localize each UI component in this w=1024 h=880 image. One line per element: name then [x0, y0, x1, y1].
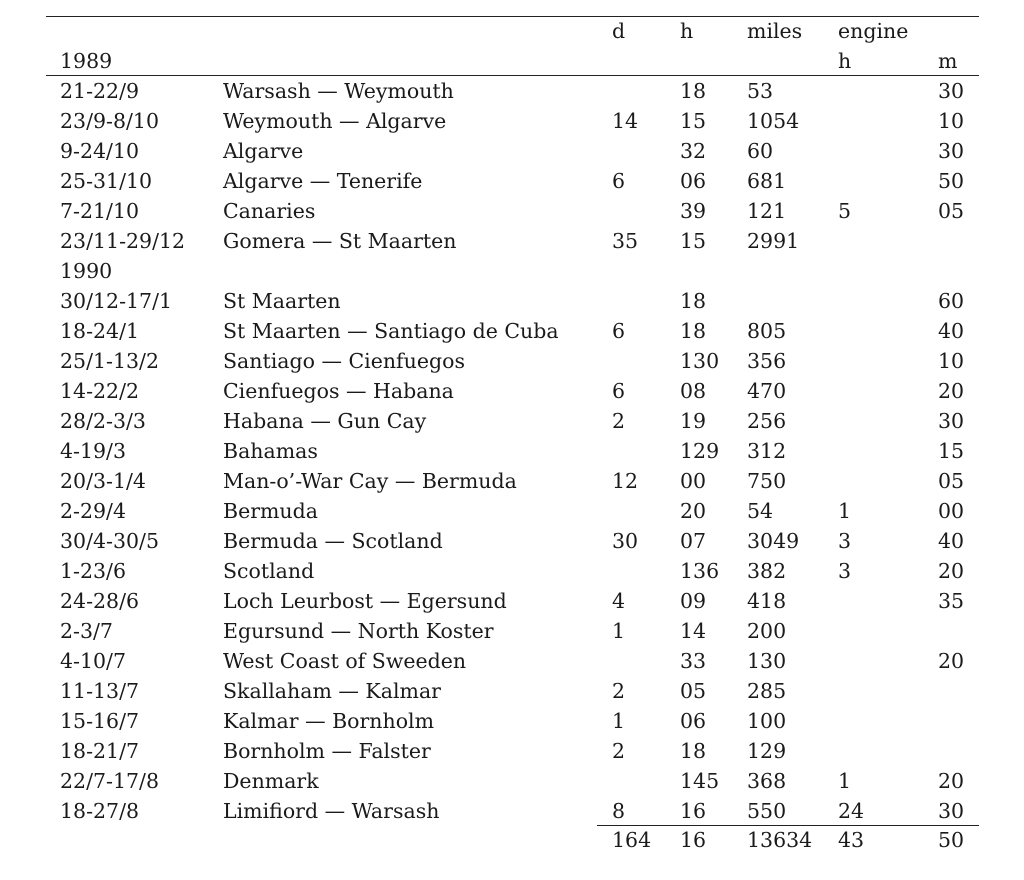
row-route: Gomera — St Maarten: [223, 229, 457, 253]
row-route: Algarve: [223, 139, 304, 163]
row-engine-minutes: 20: [938, 649, 965, 673]
row-days: 1: [612, 619, 626, 643]
table-row: [46, 376, 979, 406]
row-date: 15-16/7: [60, 709, 140, 733]
row-date: 23/11-29/12: [60, 229, 186, 253]
row-hours: 15: [680, 109, 707, 133]
row-hours: 16: [680, 799, 707, 823]
row-engine-hours: 1: [838, 499, 852, 523]
header-row-1: [46, 16, 979, 46]
row-date: 22/7-17/8: [60, 769, 159, 793]
row-days: 30: [612, 529, 639, 553]
table-row: [46, 676, 979, 706]
row-miles: 2991: [747, 229, 800, 253]
row-hours: 19: [680, 409, 707, 433]
row-engine-minutes: 10: [938, 349, 965, 373]
table-row: [46, 436, 979, 466]
row-days: 35: [612, 229, 639, 253]
row-miles: 54: [747, 499, 774, 523]
total-engine-minutes: 50: [938, 828, 965, 852]
row-route: Bahamas: [223, 439, 318, 463]
table-row: [46, 646, 979, 676]
row-route: Bermuda: [223, 499, 318, 523]
row-route: Bornholm — Falster: [223, 739, 431, 763]
row-route: Algarve — Tenerife: [223, 169, 423, 193]
row-engine-minutes: 30: [938, 799, 965, 823]
row-miles: 130: [747, 649, 787, 673]
row-hours: 20: [680, 499, 707, 523]
row-days: 1: [612, 709, 626, 733]
table-row: [46, 616, 979, 646]
row-miles: 750: [747, 469, 787, 493]
row-hours: 06: [680, 169, 707, 193]
row-date: 21-22/9: [60, 79, 140, 103]
row-hours: 136: [680, 559, 720, 583]
row-days: 6: [612, 319, 626, 343]
row-hours: 18: [680, 319, 707, 343]
row-date: 28/2-3/3: [60, 409, 146, 433]
header-year: 1989: [60, 49, 113, 73]
table-row: [46, 106, 979, 136]
row-route: Loch Leurbost — Egersund: [223, 589, 507, 613]
row-date: 9-24/10: [60, 139, 140, 163]
row-route: Canaries: [223, 199, 316, 223]
row-route: Santiago — Cienfuegos: [223, 349, 465, 373]
row-date: 20/3-1/4: [60, 469, 146, 493]
row-engine-minutes: 40: [938, 529, 965, 553]
row-date: 11-13/7: [60, 679, 140, 703]
row-engine-hours: 24: [838, 799, 865, 823]
total-days: 164: [612, 828, 652, 852]
row-hours: 05: [680, 679, 707, 703]
header-row-2: [46, 46, 979, 76]
row-engine-hours: 3: [838, 529, 852, 553]
table-row: [46, 466, 979, 496]
row-miles: 1054: [747, 109, 800, 133]
row-date: 2-3/7: [60, 619, 113, 643]
row-date: 25-31/10: [60, 169, 153, 193]
row-route: Kalmar — Bornholm: [223, 709, 435, 733]
row-hours: 32: [680, 139, 707, 163]
table-row: [46, 766, 979, 796]
row-route: Man-o’-War Cay — Bermuda: [223, 469, 517, 493]
row-route: Warsash — Weymouth: [223, 79, 454, 103]
row-miles: 382: [747, 559, 787, 583]
row-engine-minutes: 10: [938, 109, 965, 133]
row-route: Scotland: [223, 559, 315, 583]
row-date: 24-28/6: [60, 589, 140, 613]
row-engine-minutes: 05: [938, 469, 965, 493]
row-engine-minutes: 20: [938, 769, 965, 793]
row-date: 18-27/8: [60, 799, 140, 823]
header-engine-hours: h: [838, 49, 852, 73]
row-route: St Maarten — Santiago de Cuba: [223, 319, 559, 343]
row-date: 23/9-8/10: [60, 109, 159, 133]
row-miles: 256: [747, 409, 787, 433]
row-miles: 681: [747, 169, 787, 193]
table-row: [46, 556, 979, 586]
row-engine-minutes: 35: [938, 589, 965, 613]
row-miles: 200: [747, 619, 787, 643]
table-row: [46, 76, 979, 106]
table-row: [46, 406, 979, 436]
row-hours: 00: [680, 469, 707, 493]
row-engine-minutes: 00: [938, 499, 965, 523]
row-miles: 368: [747, 769, 787, 793]
row-engine-hours: 5: [838, 199, 852, 223]
row-date: 1990: [60, 259, 113, 283]
row-hours: 130: [680, 349, 720, 373]
row-hours: 15: [680, 229, 707, 253]
row-hours: 39: [680, 199, 707, 223]
table-row: [46, 286, 979, 316]
row-date: 30/12-17/1: [60, 289, 173, 313]
row-hours: 33: [680, 649, 707, 673]
row-date: 18-24/1: [60, 319, 140, 343]
row-route: Denmark: [223, 769, 319, 793]
row-days: 8: [612, 799, 626, 823]
row-engine-minutes: 40: [938, 319, 965, 343]
row-miles: 805: [747, 319, 787, 343]
row-days: 2: [612, 679, 626, 703]
row-miles: 53: [747, 79, 774, 103]
header-hours: h: [680, 19, 694, 43]
row-date: 1-23/6: [60, 559, 127, 583]
row-engine-hours: 1: [838, 769, 852, 793]
row-days: 4: [612, 589, 626, 613]
row-date: 25/1-13/2: [60, 349, 159, 373]
row-engine-minutes: 20: [938, 379, 965, 403]
row-days: 2: [612, 739, 626, 763]
row-date: 30/4-30/5: [60, 529, 159, 553]
row-miles: 129: [747, 739, 787, 763]
table-row: [46, 526, 979, 556]
header-engine: engine: [838, 19, 909, 43]
row-date: 18-21/7: [60, 739, 140, 763]
row-miles: 470: [747, 379, 787, 403]
row-miles: 312: [747, 439, 787, 463]
row-route: St Maarten: [223, 289, 341, 313]
row-miles: 100: [747, 709, 787, 733]
total-miles: 13634: [747, 828, 813, 852]
table-row: [46, 166, 979, 196]
table-row: [46, 316, 979, 346]
row-hours: 18: [680, 289, 707, 313]
table-row: [46, 496, 979, 526]
total-engine-hours: 43: [838, 828, 865, 852]
total-hours: 16: [680, 828, 707, 852]
row-date: 14-22/2: [60, 379, 140, 403]
row-route: West Coast of Sweeden: [223, 649, 467, 673]
row-engine-minutes: 15: [938, 439, 965, 463]
table-row: [46, 796, 979, 826]
header-engine-minutes: m: [938, 49, 958, 73]
row-hours: 07: [680, 529, 707, 553]
table-row: [46, 196, 979, 226]
row-hours: 06: [680, 709, 707, 733]
header-miles: miles: [747, 19, 803, 43]
row-route: Weymouth — Algarve: [223, 109, 447, 133]
row-date: 7-21/10: [60, 199, 140, 223]
row-engine-minutes: 20: [938, 559, 965, 583]
row-days: 14: [612, 109, 639, 133]
row-days: 6: [612, 169, 626, 193]
header-days: d: [612, 19, 626, 43]
row-route: Habana — Gun Cay: [223, 409, 427, 433]
row-hours: 145: [680, 769, 720, 793]
table-row: [46, 136, 979, 166]
row-route: Egursund — North Koster: [223, 619, 494, 643]
row-miles: 418: [747, 589, 787, 613]
row-date: 2-29/4: [60, 499, 127, 523]
table-row: [46, 736, 979, 766]
row-days: 2: [612, 409, 626, 433]
row-engine-minutes: 30: [938, 409, 965, 433]
row-date: 4-19/3: [60, 439, 127, 463]
row-miles: 285: [747, 679, 787, 703]
row-hours: 08: [680, 379, 707, 403]
table-row: [46, 586, 979, 616]
table-row: [46, 346, 979, 376]
row-hours: 18: [680, 739, 707, 763]
row-route: Limifiord — Warsash: [223, 799, 440, 823]
row-miles: 3049: [747, 529, 800, 553]
row-route: Bermuda — Scotland: [223, 529, 443, 553]
row-miles: 356: [747, 349, 787, 373]
row-engine-minutes: 50: [938, 169, 965, 193]
row-engine-minutes: 30: [938, 139, 965, 163]
row-engine-minutes: 60: [938, 289, 965, 313]
row-engine-minutes: 30: [938, 79, 965, 103]
row-hours: 129: [680, 439, 720, 463]
row-miles: 121: [747, 199, 787, 223]
row-route: Skallaham — Kalmar: [223, 679, 441, 703]
row-days: 6: [612, 379, 626, 403]
row-hours: 09: [680, 589, 707, 613]
totals-row: [46, 825, 979, 855]
table-row: [46, 706, 979, 736]
row-route: Cienfuegos — Habana: [223, 379, 454, 403]
row-engine-minutes: 05: [938, 199, 965, 223]
row-hours: 18: [680, 79, 707, 103]
row-hours: 14: [680, 619, 707, 643]
row-engine-hours: 3: [838, 559, 852, 583]
row-miles: 550: [747, 799, 787, 823]
table-row: [46, 226, 979, 256]
row-date: 4-10/7: [60, 649, 127, 673]
table-row: [46, 256, 979, 286]
row-miles: 60: [747, 139, 774, 163]
row-days: 12: [612, 469, 639, 493]
